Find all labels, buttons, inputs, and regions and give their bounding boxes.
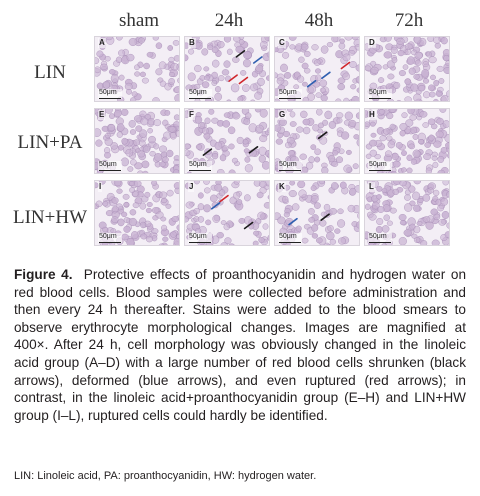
- scale-bar-line: [99, 170, 121, 171]
- panel-letter: G: [279, 110, 286, 119]
- scale-bar: [188, 161, 212, 171]
- scale-bar: [98, 233, 122, 243]
- micrograph-panel-i: [94, 180, 180, 246]
- figure-caption: [14, 266, 466, 424]
- scale-bar: [368, 161, 392, 171]
- scale-bar-line: [189, 170, 211, 171]
- column-header-72h: 72h: [394, 10, 424, 31]
- figure-label: Figure 4.: [14, 267, 73, 282]
- micrograph-panel-l: [364, 180, 450, 246]
- scale-bar-line: [99, 242, 121, 243]
- scale-bar-label: 50μm: [279, 233, 297, 240]
- scale-bar-line: [99, 98, 121, 99]
- panel-letter: E: [99, 110, 105, 119]
- scale-bar-label: 50μm: [99, 161, 117, 168]
- scale-bar: [98, 89, 122, 99]
- panel-letter: B: [189, 38, 195, 47]
- scale-bar-line: [369, 170, 391, 171]
- row-label-lin-hw: LIN+HW: [12, 207, 88, 228]
- micrograph-panel-b: [184, 36, 270, 102]
- panel-letter: J: [189, 182, 194, 191]
- scale-bar-label: 50μm: [189, 161, 207, 168]
- panel-letter: A: [99, 38, 105, 47]
- panel-letter: L: [369, 182, 374, 191]
- scale-bar-label: 50μm: [369, 233, 387, 240]
- scale-bar-label: 50μm: [369, 161, 387, 168]
- scale-bar-label: 50μm: [369, 89, 387, 96]
- panel-letter: F: [189, 110, 194, 119]
- micrograph-panel-e: [94, 108, 180, 174]
- scale-bar-line: [189, 98, 211, 99]
- scale-bar-line: [369, 98, 391, 99]
- micrograph-panel-d: [364, 36, 450, 102]
- scale-bar-label: 50μm: [99, 233, 117, 240]
- scale-bar: [368, 233, 392, 243]
- column-header-sham: sham: [118, 10, 160, 31]
- panel-letter: D: [369, 38, 375, 47]
- micrograph-panel-k: [274, 180, 360, 246]
- scale-bar-label: 50μm: [99, 89, 117, 96]
- column-header-24h: 24h: [214, 10, 244, 31]
- scale-bar-label: 50μm: [279, 89, 297, 96]
- scale-bar: [278, 89, 302, 99]
- scale-bar-line: [369, 242, 391, 243]
- scale-bar-label: 50μm: [279, 161, 297, 168]
- micrograph-panel-j: [184, 180, 270, 246]
- scale-bar: [278, 161, 302, 171]
- scale-bar-line: [279, 170, 301, 171]
- panel-letter: H: [369, 110, 375, 119]
- scale-bar-line: [189, 242, 211, 243]
- micrograph-panel-c: [274, 36, 360, 102]
- scale-bar-line: [279, 98, 301, 99]
- scale-bar: [188, 89, 212, 99]
- scale-bar: [188, 233, 212, 243]
- row-label-lin-pa: LIN+PA: [17, 132, 83, 153]
- column-header-48h: 48h: [304, 10, 334, 31]
- micrograph-panel-h: [364, 108, 450, 174]
- panel-letter: K: [279, 182, 285, 191]
- scale-bar-label: 50μm: [189, 233, 207, 240]
- micrograph-panel-g: [274, 108, 360, 174]
- micrograph-panel-f: [184, 108, 270, 174]
- scale-bar: [98, 161, 122, 171]
- scale-bar: [278, 233, 302, 243]
- panel-letter: I: [99, 182, 102, 191]
- row-label-lin: LIN: [34, 62, 66, 83]
- micrograph-panel-a: [94, 36, 180, 102]
- abbreviation-footnote: LIN: Linoleic acid, PA: proanthocyanidin, HW: hydrogen water.: [14, 470, 317, 482]
- panel-letter: C: [279, 38, 285, 47]
- scale-bar-label: 50μm: [189, 89, 207, 96]
- scale-bar-line: [279, 242, 301, 243]
- scale-bar: [368, 89, 392, 99]
- caption-text: Protective effects of proanthocyanidin and hydrogen water on red blood cells. Blood samples were collected before administration and then every 24 h thereafter. Stains were added to the blood smears to observe erythrocyte morphological changes. Images are magnified at 400×. After 24 h, cell morphology was obviously changed in the linoleic acid group (A–D) with a large number of red blood cells shrunken (black arrows), deformed (blue arrows), and even ruptured (red arrows); in contrast, in the linoleic acid+proanthocyanidin group (E–H) and LIN+HW group (I–L), ruptured cells could hardly be identified.: [14, 267, 467, 423]
